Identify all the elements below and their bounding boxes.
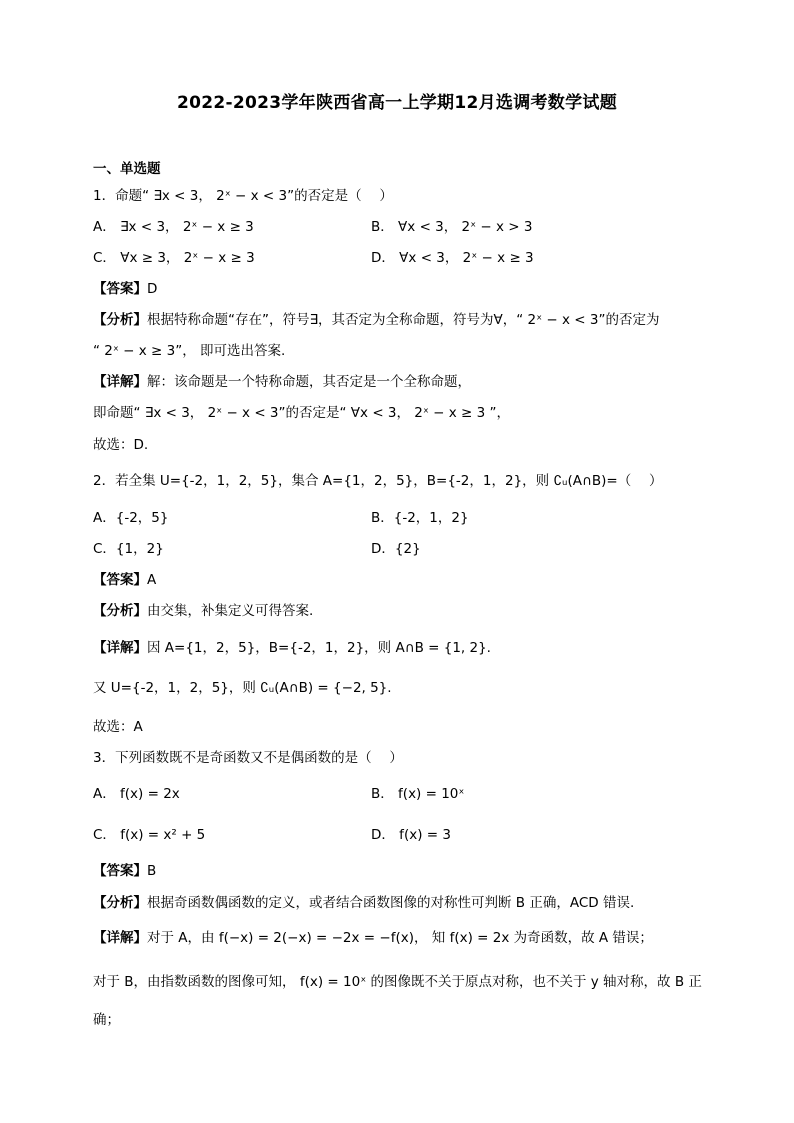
detail-text: 解：该命题是一个特称命题，其否定是一个全称命题， — [147, 374, 471, 390]
detail-tag: 【详解】 — [93, 930, 147, 946]
q3-stem: 3．下列函数既不是奇函数又不是偶函数的是（ ） — [93, 750, 403, 766]
q1-analysis — [93, 311, 659, 329]
q2-option-c: C．{1，2} — [93, 541, 164, 557]
q1-option-c: C． ∀x ≥ 3， 2ˣ − x ≥ 3 — [93, 250, 255, 266]
q3-option-c: C． f(x) = x² + 5 — [93, 827, 206, 843]
analysis-text: 由交集，补集定义可得答案. — [147, 603, 314, 619]
q3-option-b: B． f(x) = 10ˣ — [371, 786, 465, 802]
q3-answer — [93, 862, 156, 880]
analysis-text: 根据特称命题“存在”，符号∃，其否定为全称命题，符号为∀，“ 2ˣ − x < 3”的否定为 — [147, 312, 660, 328]
detail-tag: 【详解】 — [93, 374, 147, 390]
q3-analysis — [93, 894, 634, 912]
q3-option-d: D． f(x) = 3 — [371, 827, 451, 843]
q2-answer — [93, 571, 156, 589]
answer-tag: 【答案】 — [93, 572, 147, 588]
analysis-text: 根据奇函数偶函数的定义，或者结合函数图像的对称性可判断 B 正确，ACD 错误. — [147, 895, 635, 911]
answer-value: A — [147, 572, 157, 588]
q3-detail-cont2: 确； — [93, 1012, 120, 1028]
q1-detail-cont: 即命题“ ∃x < 3， 2ˣ − x < 3”的否定是“ ∀x < 3， 2ˣ − x ≥ 3 ”， — [93, 405, 511, 421]
analysis-tag: 【分析】 — [93, 603, 147, 619]
q1-option-a: A． ∃x < 3， 2ˣ − x ≥ 3 — [93, 219, 254, 235]
detail-text: 因 A={1，2，5}，B={-2，1，2}，则 A∩B = {1, 2}. — [147, 640, 491, 656]
q2-analysis — [93, 602, 313, 620]
q2-detail-cont: 又 U={-2，1，2，5}，则 ∁ᵤ(A∩B) = {−2, 5}. — [93, 680, 392, 696]
q3-detail-cont: 对于 B，由指数函数的图像可知， f(x) = 10ˣ 的图像既不关于原点对称，也不关于 y 轴对称，故 B 正 — [93, 974, 702, 990]
answer-value: B — [147, 863, 157, 879]
q2-option-a: A．{-2，5} — [93, 510, 169, 526]
q2-option-d: D．{2} — [371, 541, 421, 557]
q1-stem: 1．命题“ ∃x < 3， 2ˣ − x < 3”的否定是（ ） — [93, 188, 393, 204]
q2-stem: 2．若全集 U={-2，1，2，5}，集合 A={1，2，5}，B={-2，1，2}，则 ∁ᵤ(A∩B)=（ ） — [93, 473, 663, 489]
analysis-tag: 【分析】 — [93, 895, 147, 911]
q2-detail — [93, 639, 491, 657]
section-heading: 一、单选题 — [93, 161, 161, 177]
q1-option-d: D． ∀x < 3， 2ˣ − x ≥ 3 — [371, 250, 534, 266]
q1-answer — [93, 280, 157, 298]
analysis-tag: 【分析】 — [93, 312, 147, 328]
detail-tag: 【详解】 — [93, 640, 147, 656]
answer-value: D — [147, 281, 158, 297]
q2-option-b: B．{-2，1，2} — [371, 510, 469, 526]
q3-detail — [93, 929, 653, 947]
q3-option-a: A． f(x) = 2x — [93, 786, 180, 802]
q1-option-b: B． ∀x < 3， 2ˣ − x > 3 — [371, 219, 533, 235]
page-title: 2022-2023学年陕西省高一上学期12月选调考数学试题 — [176, 93, 618, 113]
answer-tag: 【答案】 — [93, 863, 147, 879]
q1-analysis-cont: “ 2ˣ − x ≥ 3”， 即可选出答案. — [93, 343, 286, 359]
q1-choose: 故选：D. — [93, 437, 149, 453]
q2-choose: 故选：A — [93, 719, 143, 735]
q1-detail — [93, 373, 471, 391]
detail-text: 对于 A，由 f(−x) = 2(−x) = −2x = −f(x)， 知 f(x) = 2x 为奇函数，故 A 错误； — [147, 930, 653, 946]
answer-tag: 【答案】 — [93, 281, 147, 297]
